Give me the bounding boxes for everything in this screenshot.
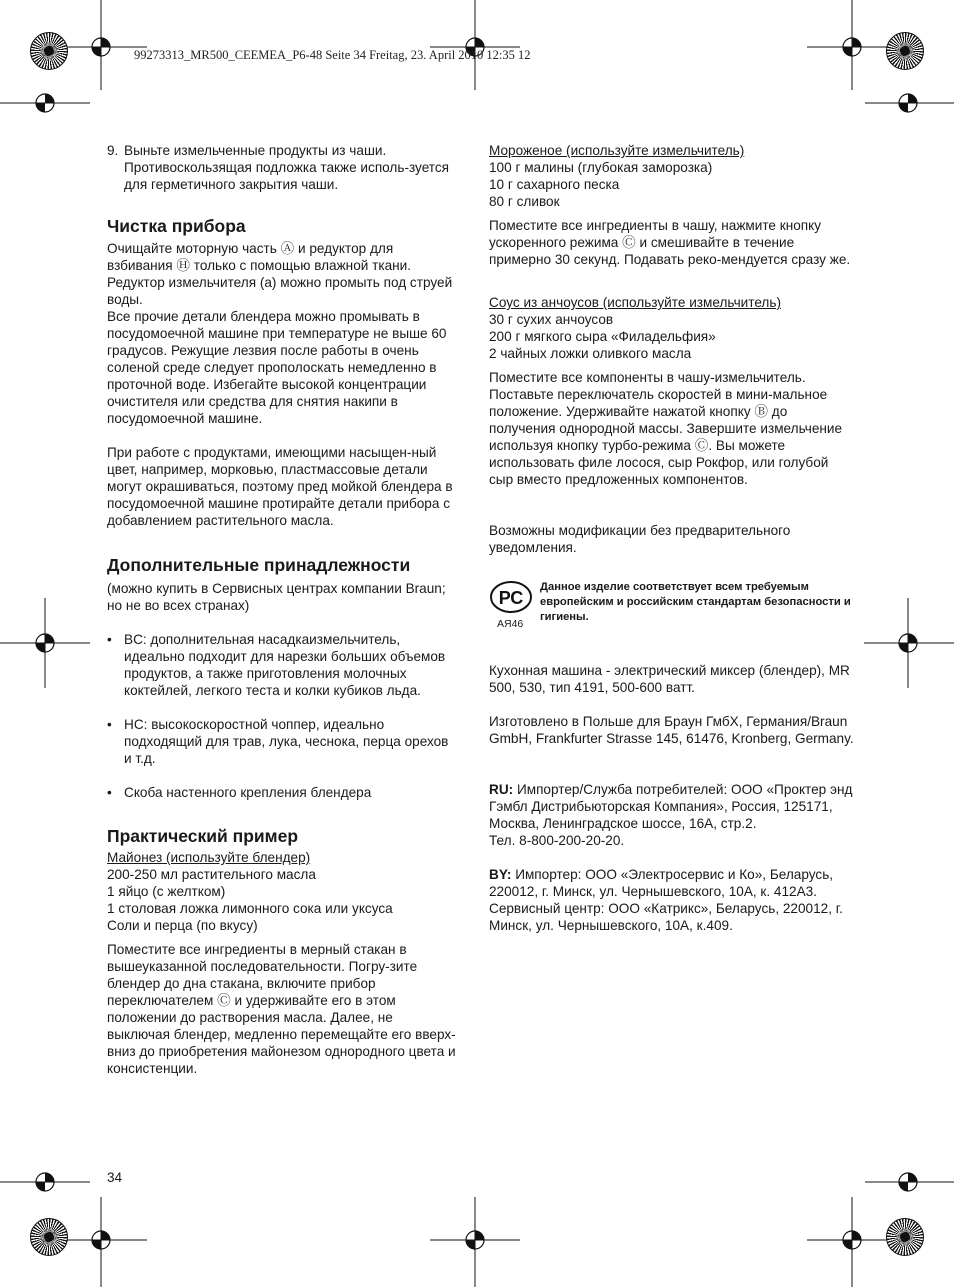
ingredient: 200-250 мл растительного масла (107, 867, 316, 882)
recipe-title-icecream: Мороженое (используйте измельчитель) (489, 143, 745, 158)
ingredient: 10 г сахарного песка (489, 177, 620, 192)
certification-block (489, 580, 854, 632)
certification-text: Данное изделие соответствует всем требуемым европейским и российским стандартам безопасности и гигиены. (540, 581, 851, 623)
ingredient: 1 яйцо (с желтком) (107, 884, 226, 899)
modifications-notice: Возможны модификации без предварительного уведомления. (489, 523, 791, 555)
cleaning-paragraph-1: Очищайте моторную часть Ⓐ и редуктор для взбивания Ⓗ только с помощью влажной ткани. Редуктор измельчителя (а) можно промыть под струей воды. (107, 241, 453, 307)
step-text: Выньте измельченные продукты из чаши. Противоскользящая подложка также исполь-зуется для герметичного закрытия чаши. (124, 143, 450, 192)
recipe-title-sauce: Соус из анчоусов (используйте измельчитель) (489, 295, 781, 310)
ingredient: 200 г мягкого сыра «Филадельфия» (489, 329, 716, 344)
step-number: 9. (107, 143, 119, 158)
ingredient: 30 г сухих анчоусов (489, 312, 614, 327)
accessory-text: HC: высокоскоростной чоппер, идеально подходящий для трав, лука, чеснока, перца орехов и т.д. (124, 717, 449, 766)
page-number: 34 (107, 1170, 123, 1185)
list-item-accessory (107, 631, 457, 699)
registration-rosette-bottom-left (30, 1218, 68, 1256)
registration-rosette-top-right (886, 32, 924, 70)
print-slug: 99273313_MR500_CEEMEA_P6-48 Seite 34 Freitag, 23. April 2010 12:35 12 (134, 48, 531, 62)
accessory-text: BC: дополнительная насадкаизмельчитель, идеально подходит для нарезки больших объемов продуктов, а также приготовления молочных коктейлей, легкого теста и колки кубиков льда. (124, 632, 446, 698)
bullet: • (107, 717, 112, 732)
list-item-accessory (107, 784, 457, 801)
bullet: • (107, 632, 112, 647)
country-label-by: BY: (489, 867, 512, 882)
accessories-heading: Дополнительные принадлежности (107, 555, 411, 575)
accessories-intro: (можно купить в Сервисных центрах компании Braun; но не во всех странах) (107, 581, 446, 613)
recipe-method: Поместите все компоненты в чашу-измельчитель. Поставьте переключатель скоростей в мини-мальное положение. Удерживайте нажатой кнопку Ⓑ до получения однородной массы. Завершите измельчение используя кнопку турбо-режима Ⓒ. Вы можете использовать филе лосося, сыр Рокфор, или голубой сыр вместо предложенных компонентов. (489, 370, 843, 487)
ingredient: 1 столовая ложка лимонного сока или уксуса (107, 901, 393, 916)
importer-belarus (489, 866, 854, 934)
rst-mark-letters: РС (498, 588, 524, 608)
list-item-step-9 (107, 142, 457, 193)
ingredient: 100 г малины (глубокая заморозка) (489, 160, 713, 175)
manufacturer-info: Изготовлено в Польше для Браун ГмбХ, Германия/Braun GmbH, Frankfurter Strasse 145, 61476, Kronberg, Germany. (489, 714, 854, 746)
country-label-ru: RU: (489, 782, 514, 797)
recipe-method: Поместите все ингредиенты в чашу, нажмите кнопку ускоренного режима Ⓒ и смешивайте в течение примерно 30 секунд. Подавать реко-мендуется сразу же. (489, 218, 851, 267)
accessory-text: Скоба настенного крепления блендера (124, 785, 372, 800)
recipe-method: Поместите все ингредиенты в мерный стакан в вышеуказанной последовательности. Погру-зите блендер до дна стакана, включите прибор переключателем Ⓒ и удерживайте его в этом положении до растворения масла. Далее, не выключая блендер, медленно перемещайте его вверх-вниз до приобретения майонезом однородного цвета и консистенции. (107, 942, 456, 1076)
left-column (107, 142, 457, 1077)
ingredient: Соли и перца (по вкусу) (107, 918, 258, 933)
rst-certification-logo (489, 580, 537, 632)
cleaning-paragraph-2: Все прочие детали блендера можно промывать в посудомоечной машине при температуре не выше 60 градусов. Режущие лезвия после работы в очень соленой среде следует прополоскать немедленно в проточной воде. Избегайте высокой концентрации очистителя или средства для снятия накипи в посудомоечной машине. (107, 309, 447, 426)
ingredient: 80 г сливок (489, 194, 560, 209)
cleaning-paragraph-3: При работе с продуктами, имеющими насыщен-ный цвет, например, морковью, пластмассовые детали могут окрашиваться, поэтому пред мойкой блендера в посудомоечной машине протирайте детали прибора с добавлением растительного масла. (107, 445, 453, 528)
importer-belarus-text: Импортер: ООО «Электросервис и Ко», Беларусь, 220012, г. Минск, ул. Чернышевского, 10А, к. 412А3. Сервисный центр: ООО «Катрикс», Беларусь, 220012, г. Минск, ул. Чернышевского, 10А, к.409. (489, 867, 843, 933)
registration-rosette-bottom-right (886, 1218, 924, 1256)
importer-russia (489, 781, 854, 832)
certification-code: АЯ46 (497, 618, 524, 630)
cleaning-heading: Чистка прибора (107, 216, 246, 236)
bullet: • (107, 785, 112, 800)
importer-russia-phone: Тел. 8-800-200-20-20. (489, 833, 625, 848)
rst-mark-icon (489, 580, 533, 614)
registration-rosette-top-left (30, 32, 68, 70)
right-column (489, 142, 854, 934)
example-heading: Практический пример (107, 826, 299, 846)
ingredient: 2 чайных ложки оливкого масла (489, 346, 692, 361)
list-item-accessory (107, 716, 457, 767)
product-description: Кухонная машина - электрический миксер (блендер), MR 500, 530, тип 4191, 500-600 ватт. (489, 663, 850, 695)
importer-russia-text: Импортер/Служба потребителей: ООО «Проктер энд Гэмбл Дистрибьюторская Компания», Россия, 125171, Москва, Ленинградское шоссе, 16А, стр.2. (489, 782, 853, 831)
recipe-title-mayonnaise: Майонез (используйте блендер) (107, 850, 311, 865)
